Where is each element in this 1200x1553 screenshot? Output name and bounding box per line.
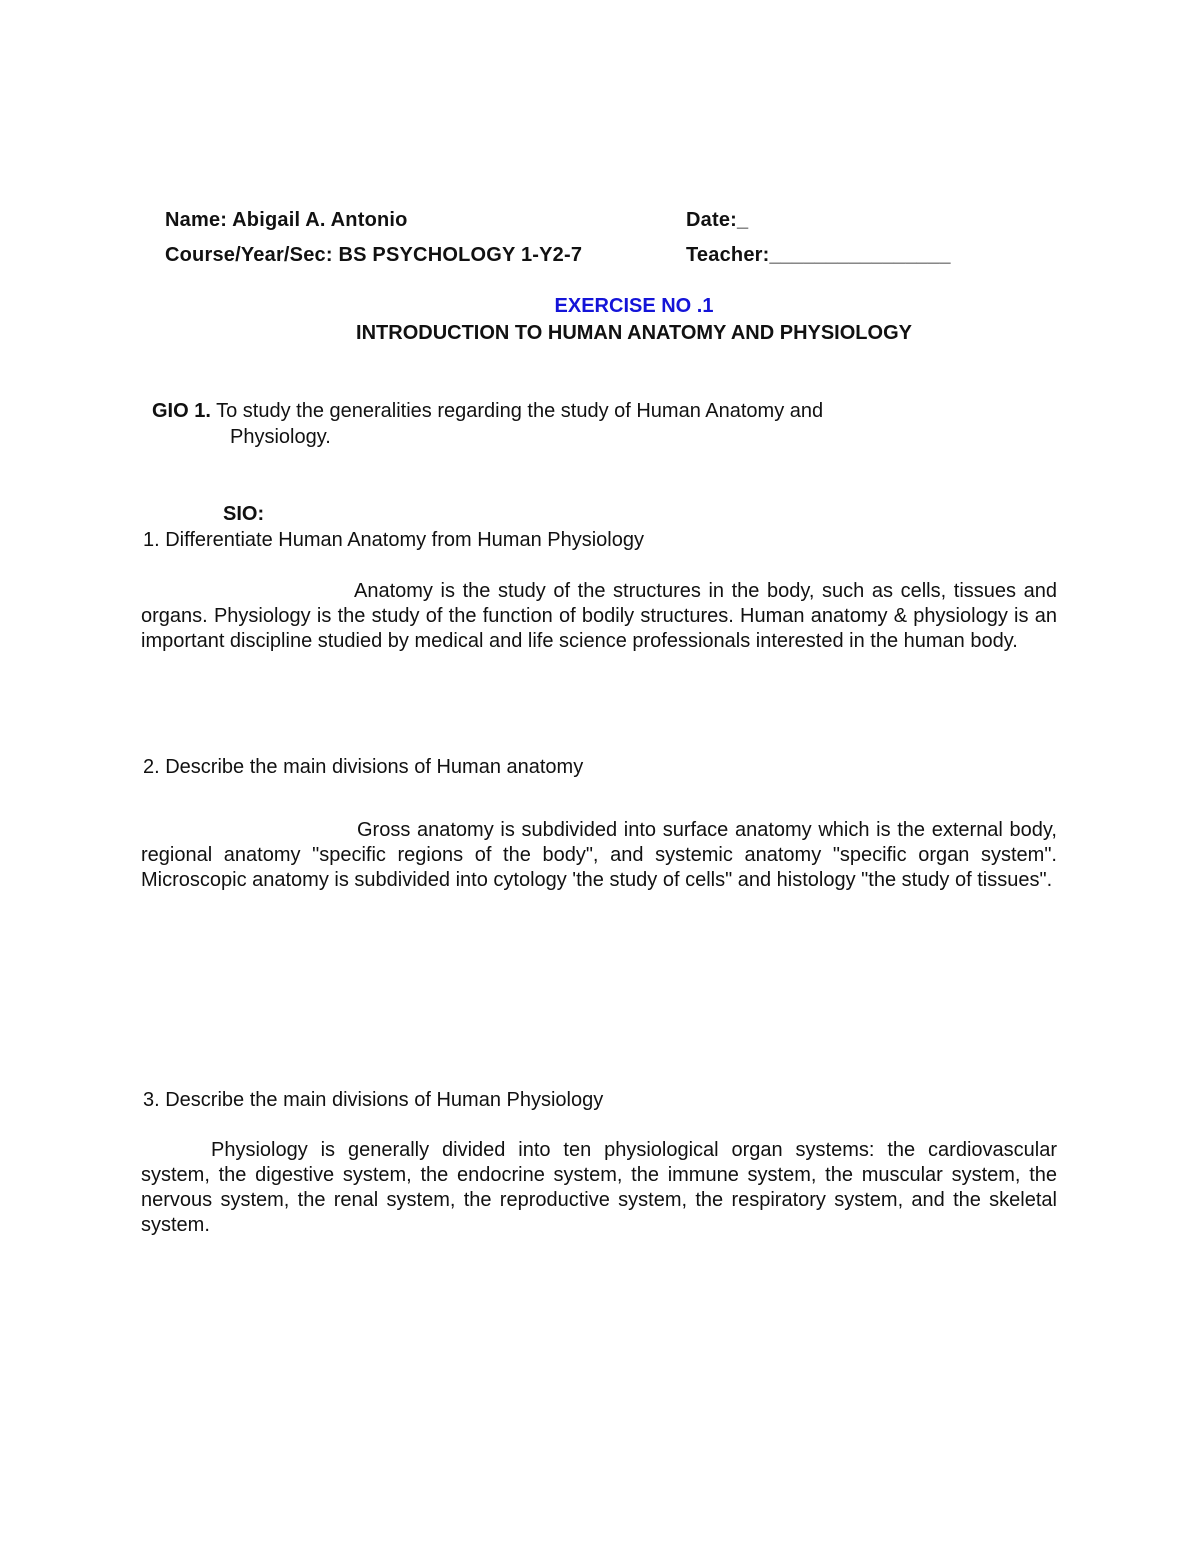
exercise-title: EXERCISE NO .1 (554, 295, 714, 317)
course-field: Course/Year/Sec: BS PSYCHOLOGY 1-Y2-7 (165, 244, 583, 266)
answer-1-text: Anatomy is the study of the structures in the body, such as cells, tissues and organs. Physiology is the study of the function of bodily structures. Human anatomy & physiology is an important discipline studied by medical and life science professionals interested in the human body. (141, 580, 1057, 652)
date-field: Date:_ (686, 209, 749, 231)
page-title: INTRODUCTION TO HUMAN ANATOMY AND PHYSIOLOGY (356, 322, 912, 344)
gio-line-1 (152, 400, 823, 423)
answer-1 (141, 579, 1057, 654)
answer-2 (141, 818, 1057, 893)
question-1: 1. Differentiate Human Anatomy from Human Physiology (143, 529, 644, 551)
gio-text: To study the generalities regarding the study of Human Anatomy and (216, 400, 824, 422)
sio-label: SIO: (223, 503, 265, 525)
gio-label: GIO 1. (152, 400, 211, 422)
answer-3 (141, 1138, 1057, 1238)
teacher-field: Teacher:________________ (686, 244, 951, 266)
answer-2-text: Gross anatomy is subdivided into surface anatomy which is the external body, regional anatomy "specific regions of the body", and systemic anatomy "specific organ system". Microscopic anatomy is subdivided into cytology 'the study of cells" and histology "the study of tissues". (141, 819, 1057, 891)
question-3: 3. Describe the main divisions of Human Physiology (143, 1089, 604, 1111)
gio-text-continued: Physiology. (230, 426, 331, 448)
question-2: 2. Describe the main divisions of Human anatomy (143, 756, 584, 778)
answer-3-text: Physiology is generally divided into ten physiological organ systems: the cardiovascular system, the digestive system, the endocrine system, the immune system, the muscular system, the nervous system, the renal system, the reproductive system, the respiratory system, and the skeletal system. (141, 1139, 1057, 1236)
name-field: Name: Abigail A. Antonio (165, 209, 408, 231)
